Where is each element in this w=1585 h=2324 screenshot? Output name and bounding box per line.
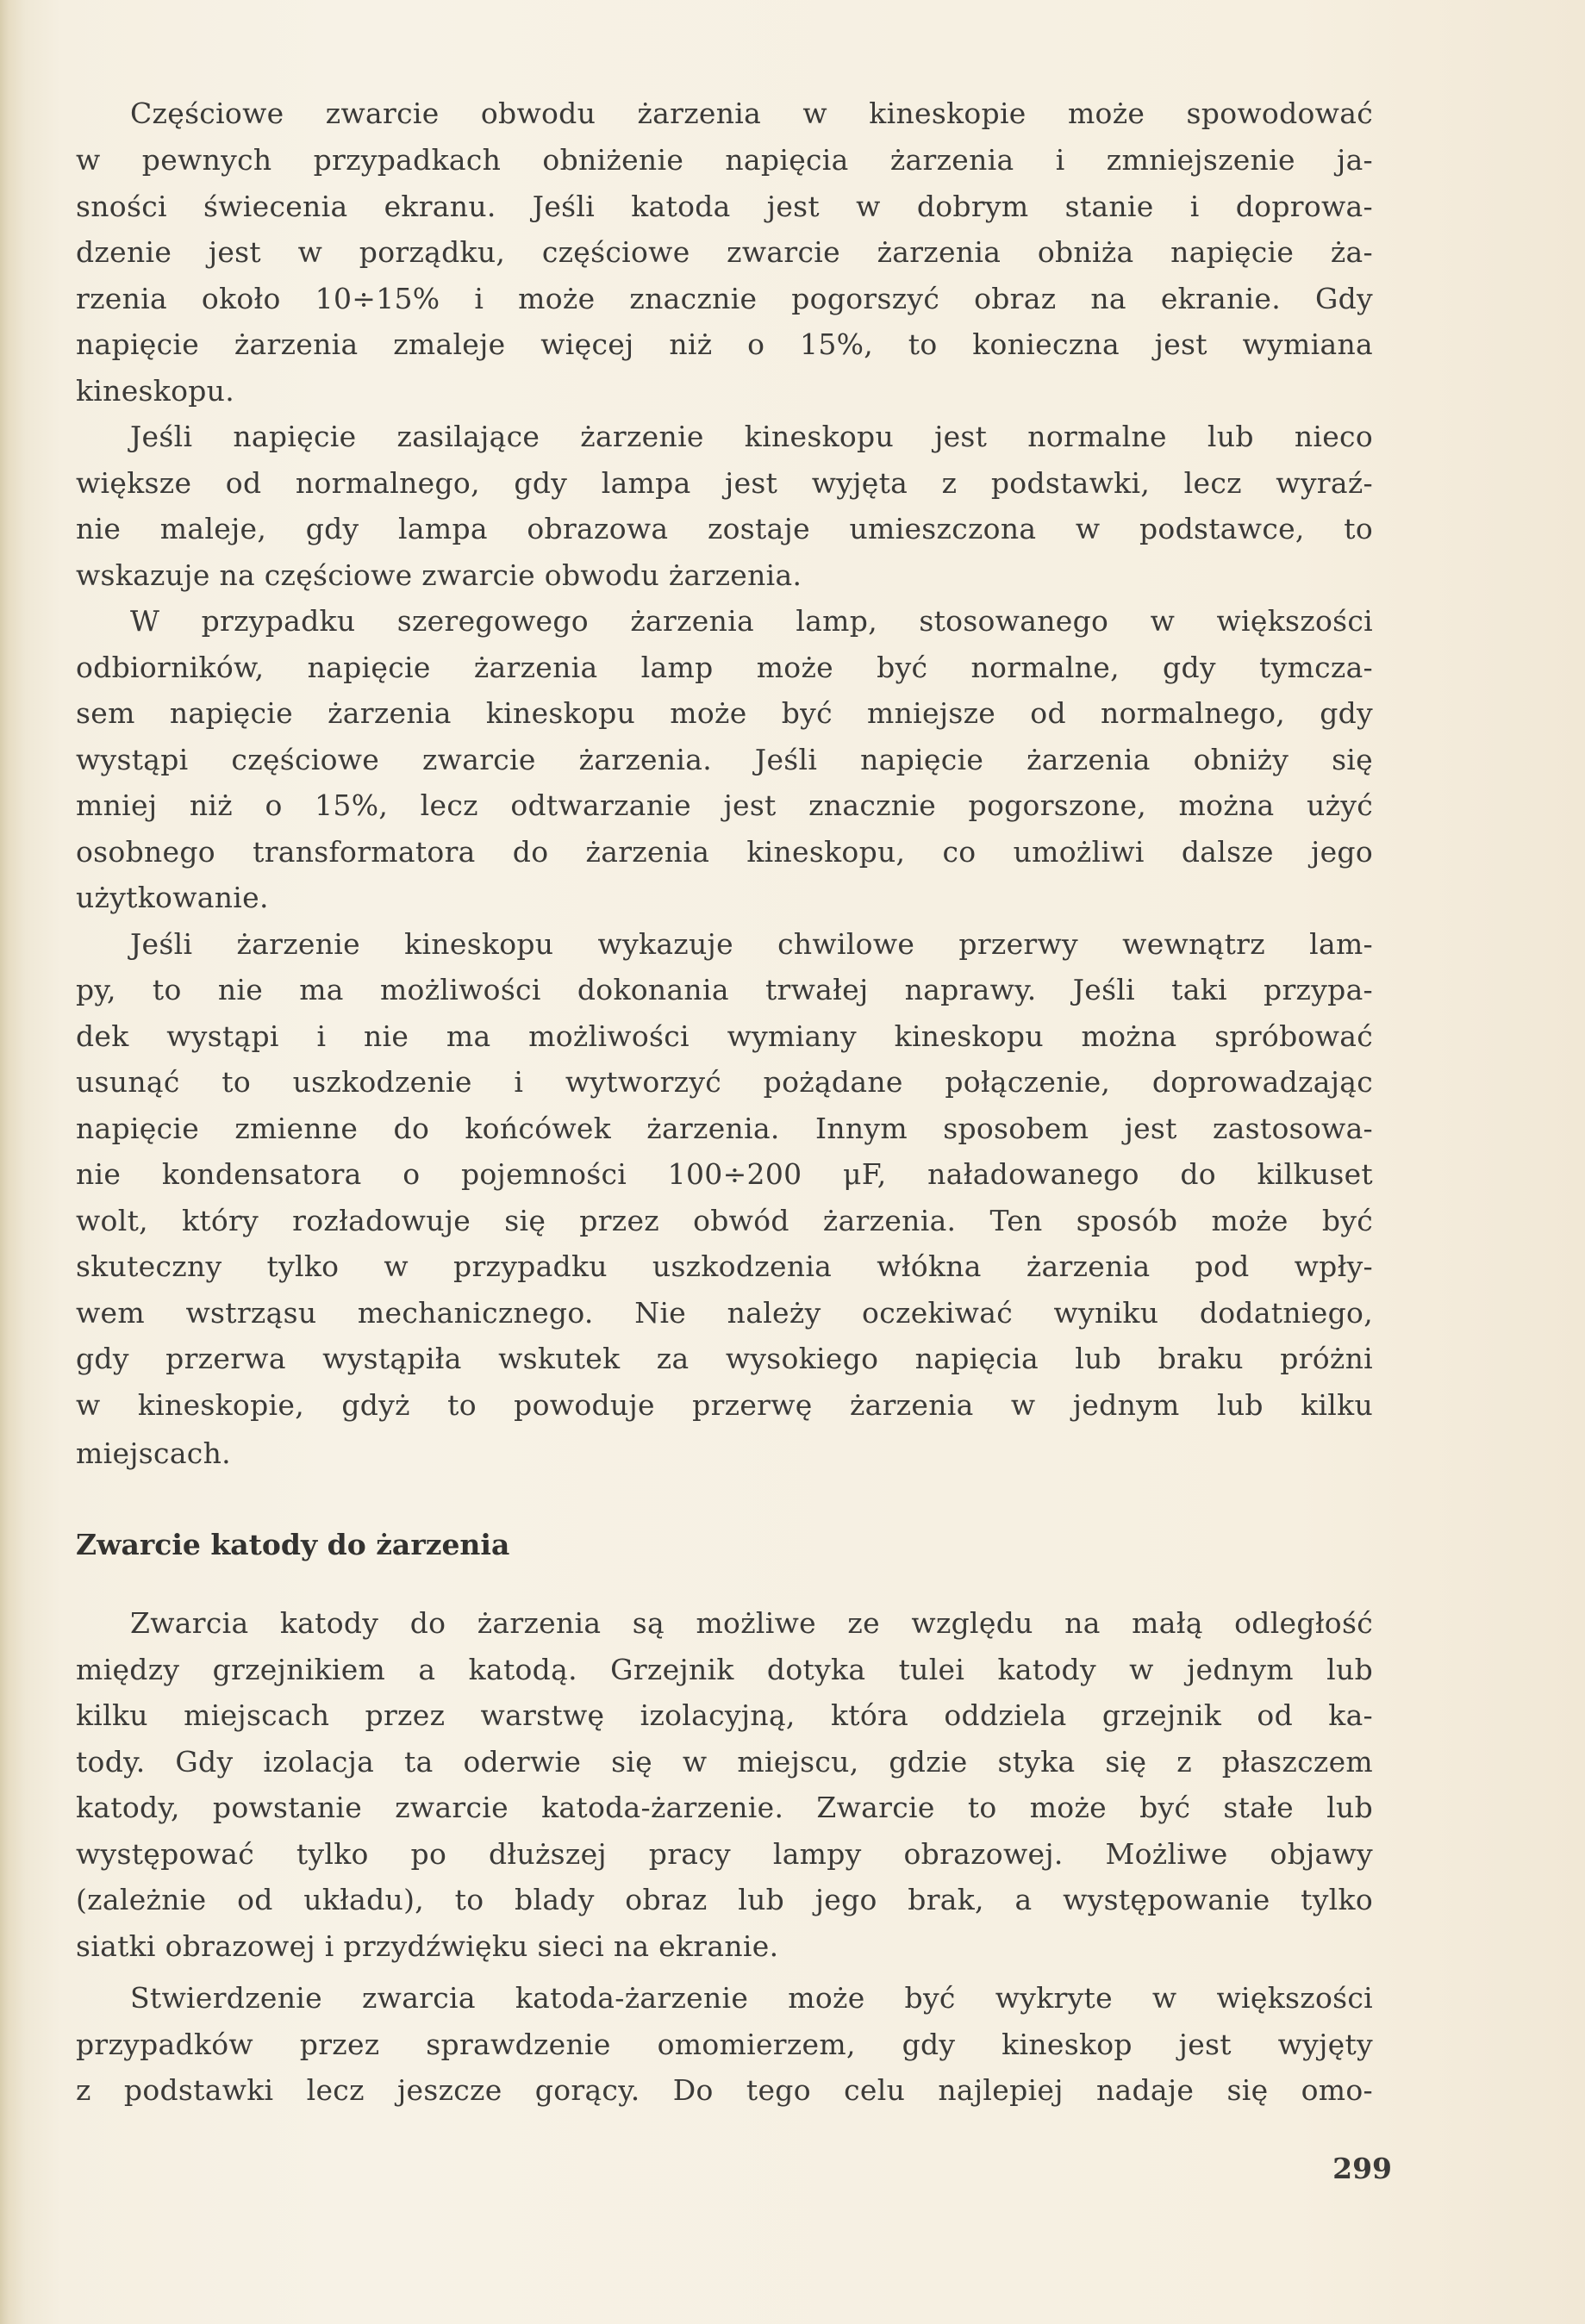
text-line: nie kondensatora o pojemności 100÷200 μF, naładowanego do kilkuset [76, 1157, 1373, 1191]
text-line: wskazuje na częściowe zwarcie obwodu żarzenia. [76, 558, 802, 592]
text-line: Jeśli napięcie zasilające żarzenie kineskopu jest normalne lub nieco [130, 420, 1373, 453]
text-line: Stwierdzenie zwarcia katoda-żarzenie może być wykryte w większości [130, 1981, 1373, 2015]
text-line: dek wystąpi i nie ma możliwości wymiany kineskopu można spróbować [76, 1019, 1373, 1053]
section-heading: Zwarcie katody do żarzenia [76, 1528, 510, 1561]
text-line: kineskopu. [76, 374, 235, 408]
text-line: skuteczny tylko w przypadku uszkodzenia włókna żarzenia pod wpły- [76, 1249, 1373, 1283]
text-line: usunąć to uszkodzenie i wytworzyć pożądane połączenie, doprowadzając [76, 1065, 1373, 1099]
text-line: dzenie jest w porządku, częściowe zwarcie żarzenia obniża napięcie ża- [76, 235, 1373, 269]
text-line: miejscach. [76, 1436, 231, 1470]
text-line: napięcie zmienne do końcówek żarzenia. Innym sposobem jest zastosowa- [76, 1112, 1373, 1145]
text-line: Częściowe zwarcie obwodu żarzenia w kineskopie może spowodować [130, 97, 1373, 130]
text-line: (zależnie od układu), to blady obraz lub jego brak, a występowanie tylko [76, 1883, 1373, 1916]
text-line: rzenia około 10÷15% i może znacznie pogorszyć obraz na ekranie. Gdy [76, 282, 1373, 315]
text-line: przypadków przez sprawdzenie omomierzem, gdy kineskop jest wyjęty [76, 2028, 1373, 2061]
text-line: sem napięcie żarzenia kineskopu może być mniejsze od normalnego, gdy [76, 696, 1373, 730]
text-line: py, to nie ma możliwości dokonania trwałej naprawy. Jeśli taki przypa- [76, 973, 1373, 1006]
text-line: wem wstrząsu mechanicznego. Nie należy oczekiwać wyniku dodatniego, [76, 1296, 1373, 1330]
text-line: sności świecenia ekranu. Jeśli katoda jest w dobrym stanie i doprowa- [76, 190, 1373, 223]
text-line: wolt, który rozładowuje się przez obwód żarzenia. Ten sposób może być [76, 1204, 1373, 1237]
text-line: użytkowanie. [76, 881, 269, 914]
text-line: wystąpi częściowe zwarcie żarzenia. Jeśli napięcie żarzenia obniży się [76, 743, 1373, 776]
text-line: w pewnych przypadkach obniżenie napięcia żarzenia i zmniejszenie ja- [76, 143, 1373, 177]
text-line: mniej niż o 15%, lecz odtwarzanie jest znacznie pogorszone, można użyć [76, 788, 1373, 822]
text-line: osobnego transformatora do żarzenia kineskopu, co umożliwi dalsze jego [76, 835, 1373, 869]
text-line: w kineskopie, gdyż to powoduje przerwę żarzenia w jednym lub kilku [76, 1388, 1373, 1422]
text-line: Zwarcia katody do żarzenia są możliwe ze względu na małą odległość [130, 1606, 1373, 1640]
text-line: W przypadku szeregowego żarzenia lamp, stosowanego w większości [130, 604, 1373, 638]
text-line: nie maleje, gdy lampa obrazowa zostaje umieszczona w podstawce, to [76, 512, 1373, 545]
page-number: 299 [1332, 2152, 1392, 2185]
text-line: Jeśli żarzenie kineskopu wykazuje chwilowe przerwy wewnątrz lam- [130, 927, 1373, 961]
text-line: napięcie żarzenia zmaleje więcej niż o 15%, to konieczna jest wymiana [76, 327, 1373, 361]
text-line: między grzejnikiem a katodą. Grzejnik dotyka tulei katody w jednym lub [76, 1653, 1373, 1686]
text-line: tody. Gdy izolacja ta oderwie się w miejscu, gdzie styka się z płaszczem [76, 1745, 1373, 1779]
text-line: większe od normalnego, gdy lampa jest wyjęta z podstawki, lecz wyraź- [76, 466, 1373, 500]
text-line: kilku miejscach przez warstwę izolacyjną, która oddziela grzejnik od ka- [76, 1698, 1373, 1732]
text-line: gdy przerwa wystąpiła wskutek za wysokiego napięcia lub braku próżni [76, 1342, 1373, 1375]
text-line: występować tylko po dłuższej pracy lampy obrazowej. Możliwe objawy [76, 1837, 1373, 1871]
text-line: odbiorników, napięcie żarzenia lamp może być normalne, gdy tymcza- [76, 651, 1373, 684]
text-line: katody, powstanie zwarcie katoda-żarzenie. Zwarcie to może być stałe lub [76, 1791, 1373, 1824]
text-line: z podstawki lecz jeszcze gorący. Do tego celu najlepiej nadaje się omo- [76, 2073, 1373, 2107]
text-line: siatki obrazowej i przydźwięku sieci na ekranie. [76, 1929, 779, 1963]
